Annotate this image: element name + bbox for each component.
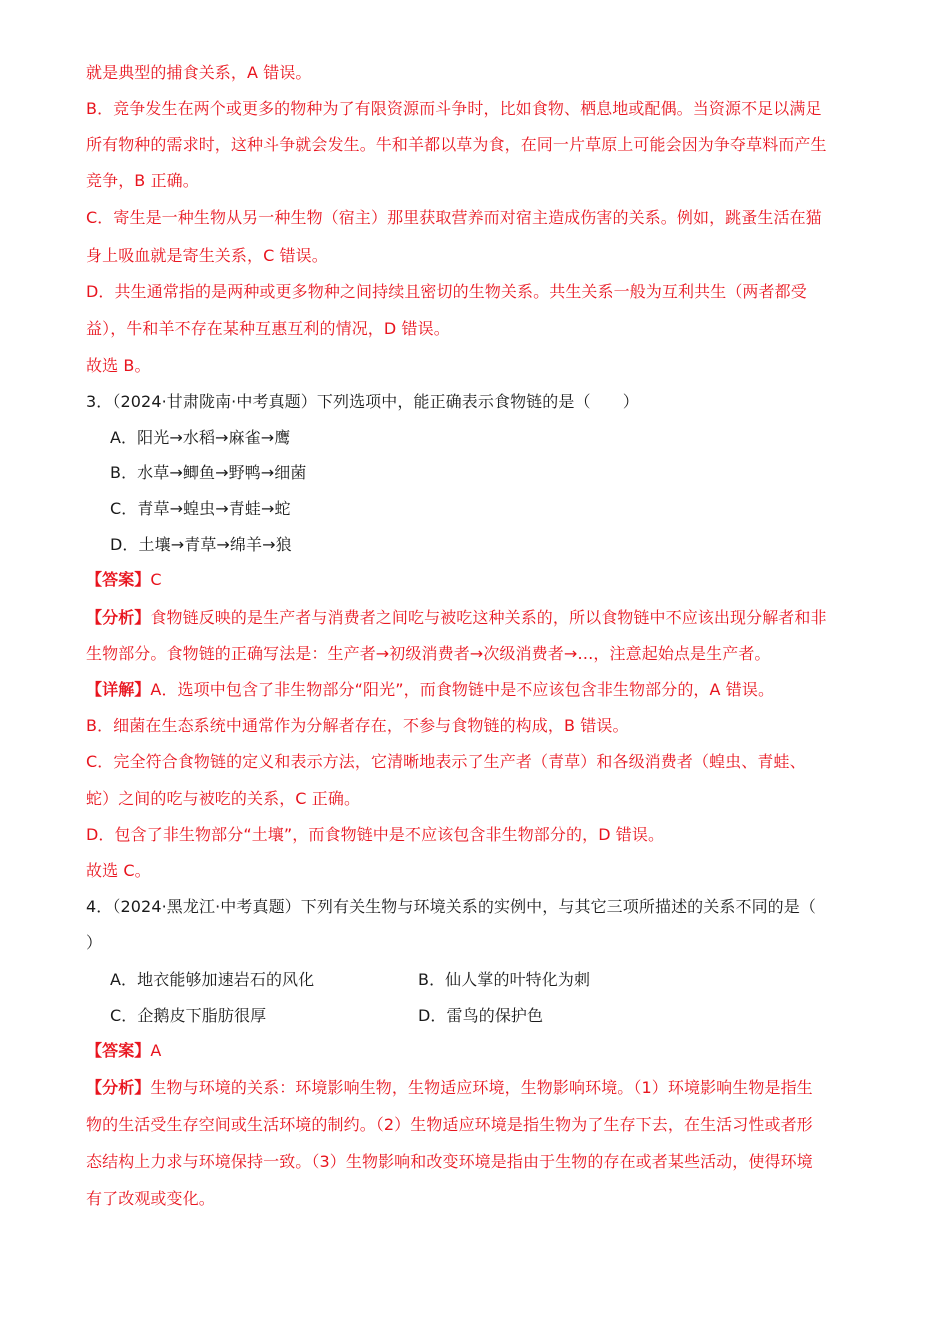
q2-analysis-b-line1: B．竞争发生在两个或更多的物种为了有限资源而斗争时，比如食物、栖息地或配偶。当资源不足以满足 (86, 99, 822, 118)
q4-analysis-line1 (86, 1070, 813, 1106)
q3-analysis-line1 (86, 600, 827, 636)
q3-option-d: D．土壤→青草→绵羊→狼 (110, 535, 292, 554)
q2-analysis-c-line1: C．寄生是一种生物从另一种生物（宿主）那里获取营养而对宿主造成伤害的关系。例如，跳蚤生活在猫 (86, 208, 822, 227)
q4-option-a: A．地衣能够加速岩石的风化 (110, 970, 315, 989)
analysis-label: 【分析】 (86, 608, 151, 627)
detail-label: 【详解】 (86, 680, 151, 699)
q4-option-c: C．企鹅皮下脂肪很厚 (110, 1006, 267, 1025)
q4-stem-line2: ） (86, 933, 103, 952)
q2-analysis-d-line1: D．共生通常指的是两种或更多物种之间持续且密切的生物关系。共生关系一般为互利共生（两者都受 (86, 282, 807, 301)
answer-value: A (150, 1041, 162, 1060)
q3-stem: 3．（2024·甘肃陇南·中考真题）下列选项中，能正确表示食物链的是（ ） (86, 392, 639, 411)
q4-analysis-line4: 有了改观或变化。 (86, 1189, 215, 1208)
analysis-text: 生物与环境的关系：环境影响生物，生物适应环境，生物影响环境。（1）环境影响生物是指生 (150, 1078, 813, 1097)
q3-detail-c-line2: 蛇）之间的吃与被吃的关系，C 正确。 (86, 789, 361, 808)
q3-detail-d: D．包含了非生物部分“土壤”，而食物链中是不应该包含非生物部分的，D 错误。 (86, 825, 665, 844)
q3-detail-b: B．细菌在生态系统中通常作为分解者存在，不参与食物链的构成，B 错误。 (86, 716, 629, 735)
q4-option-b: B．仙人掌的叶特化为刺 (418, 970, 591, 989)
analysis-text: 食物链反映的是生产者与消费者之间吃与被吃这种关系的，所以食物链中不应该出现分解者和非 (150, 608, 827, 627)
q3-option-c: C．青草→蝗虫→青蛙→蛇 (110, 499, 291, 518)
q4-answer (86, 1033, 161, 1069)
analysis-label: 【分析】 (86, 1078, 151, 1097)
q3-detail-a (86, 672, 774, 708)
q2-analysis-c-line2: 身上吸血就是寄生关系，C 错误。 (86, 246, 328, 265)
q2-analysis-d-line2: 益），牛和羊不存在某种互惠互利的情况，D 错误。 (86, 319, 450, 338)
q3-answer (86, 562, 162, 598)
q4-analysis-line3: 态结构上力求与环境保持一致。（3）生物影响和改变环境是指由于生物的存在或者某些活动，使得环境 (86, 1152, 813, 1171)
q2-analysis-b-line2: 所有物种的需求时，这种斗争就会发生。牛和羊都以草为食，在同一片草原上可能会因为争夺草料而产生 (86, 135, 827, 154)
q3-detail-c-line1: C．完全符合食物链的定义和表示方法，它清晰地表示了生产者（青草）和各级消费者（蝗虫、青蛙、 (86, 752, 806, 771)
q3-analysis-line2: 生物部分。食物链的正确写法是：生产者→初级消费者→次级消费者→…，注意起始点是生产者。 (86, 644, 771, 663)
q2-conclusion: 故选 B。 (86, 356, 151, 375)
q4-stem-line1: 4．（2024·黑龙江·中考真题）下列有关生物与环境关系的实例中，与其它三项所描述的关系不同的是（ (86, 897, 816, 916)
q4-analysis-line2: 物的生活受生存空间或生活环境的制约。（2）生物适应环境是指生物为了生存下去，在生活习性或者形 (86, 1115, 813, 1134)
answer-value: C (150, 570, 162, 589)
answer-label: 【答案】 (86, 570, 151, 589)
q3-option-a: A．阳光→水稻→麻雀→鹰 (110, 428, 291, 447)
q2-analysis-b-line3: 竞争，B 正确。 (86, 171, 199, 190)
q3-conclusion: 故选 C。 (86, 861, 151, 880)
q3-option-b: B．水草→鲫鱼→野鸭→细菌 (110, 463, 307, 482)
answer-label: 【答案】 (86, 1041, 151, 1060)
q4-option-d: D．雷鸟的保护色 (418, 1006, 544, 1025)
q2-analysis-a-tail: 就是典型的捕食关系，A 错误。 (86, 63, 312, 82)
detail-text: A．选项中包含了非生物部分“阳光”，而食物链中是不应该包含非生物部分的，A 错误。 (150, 680, 775, 699)
